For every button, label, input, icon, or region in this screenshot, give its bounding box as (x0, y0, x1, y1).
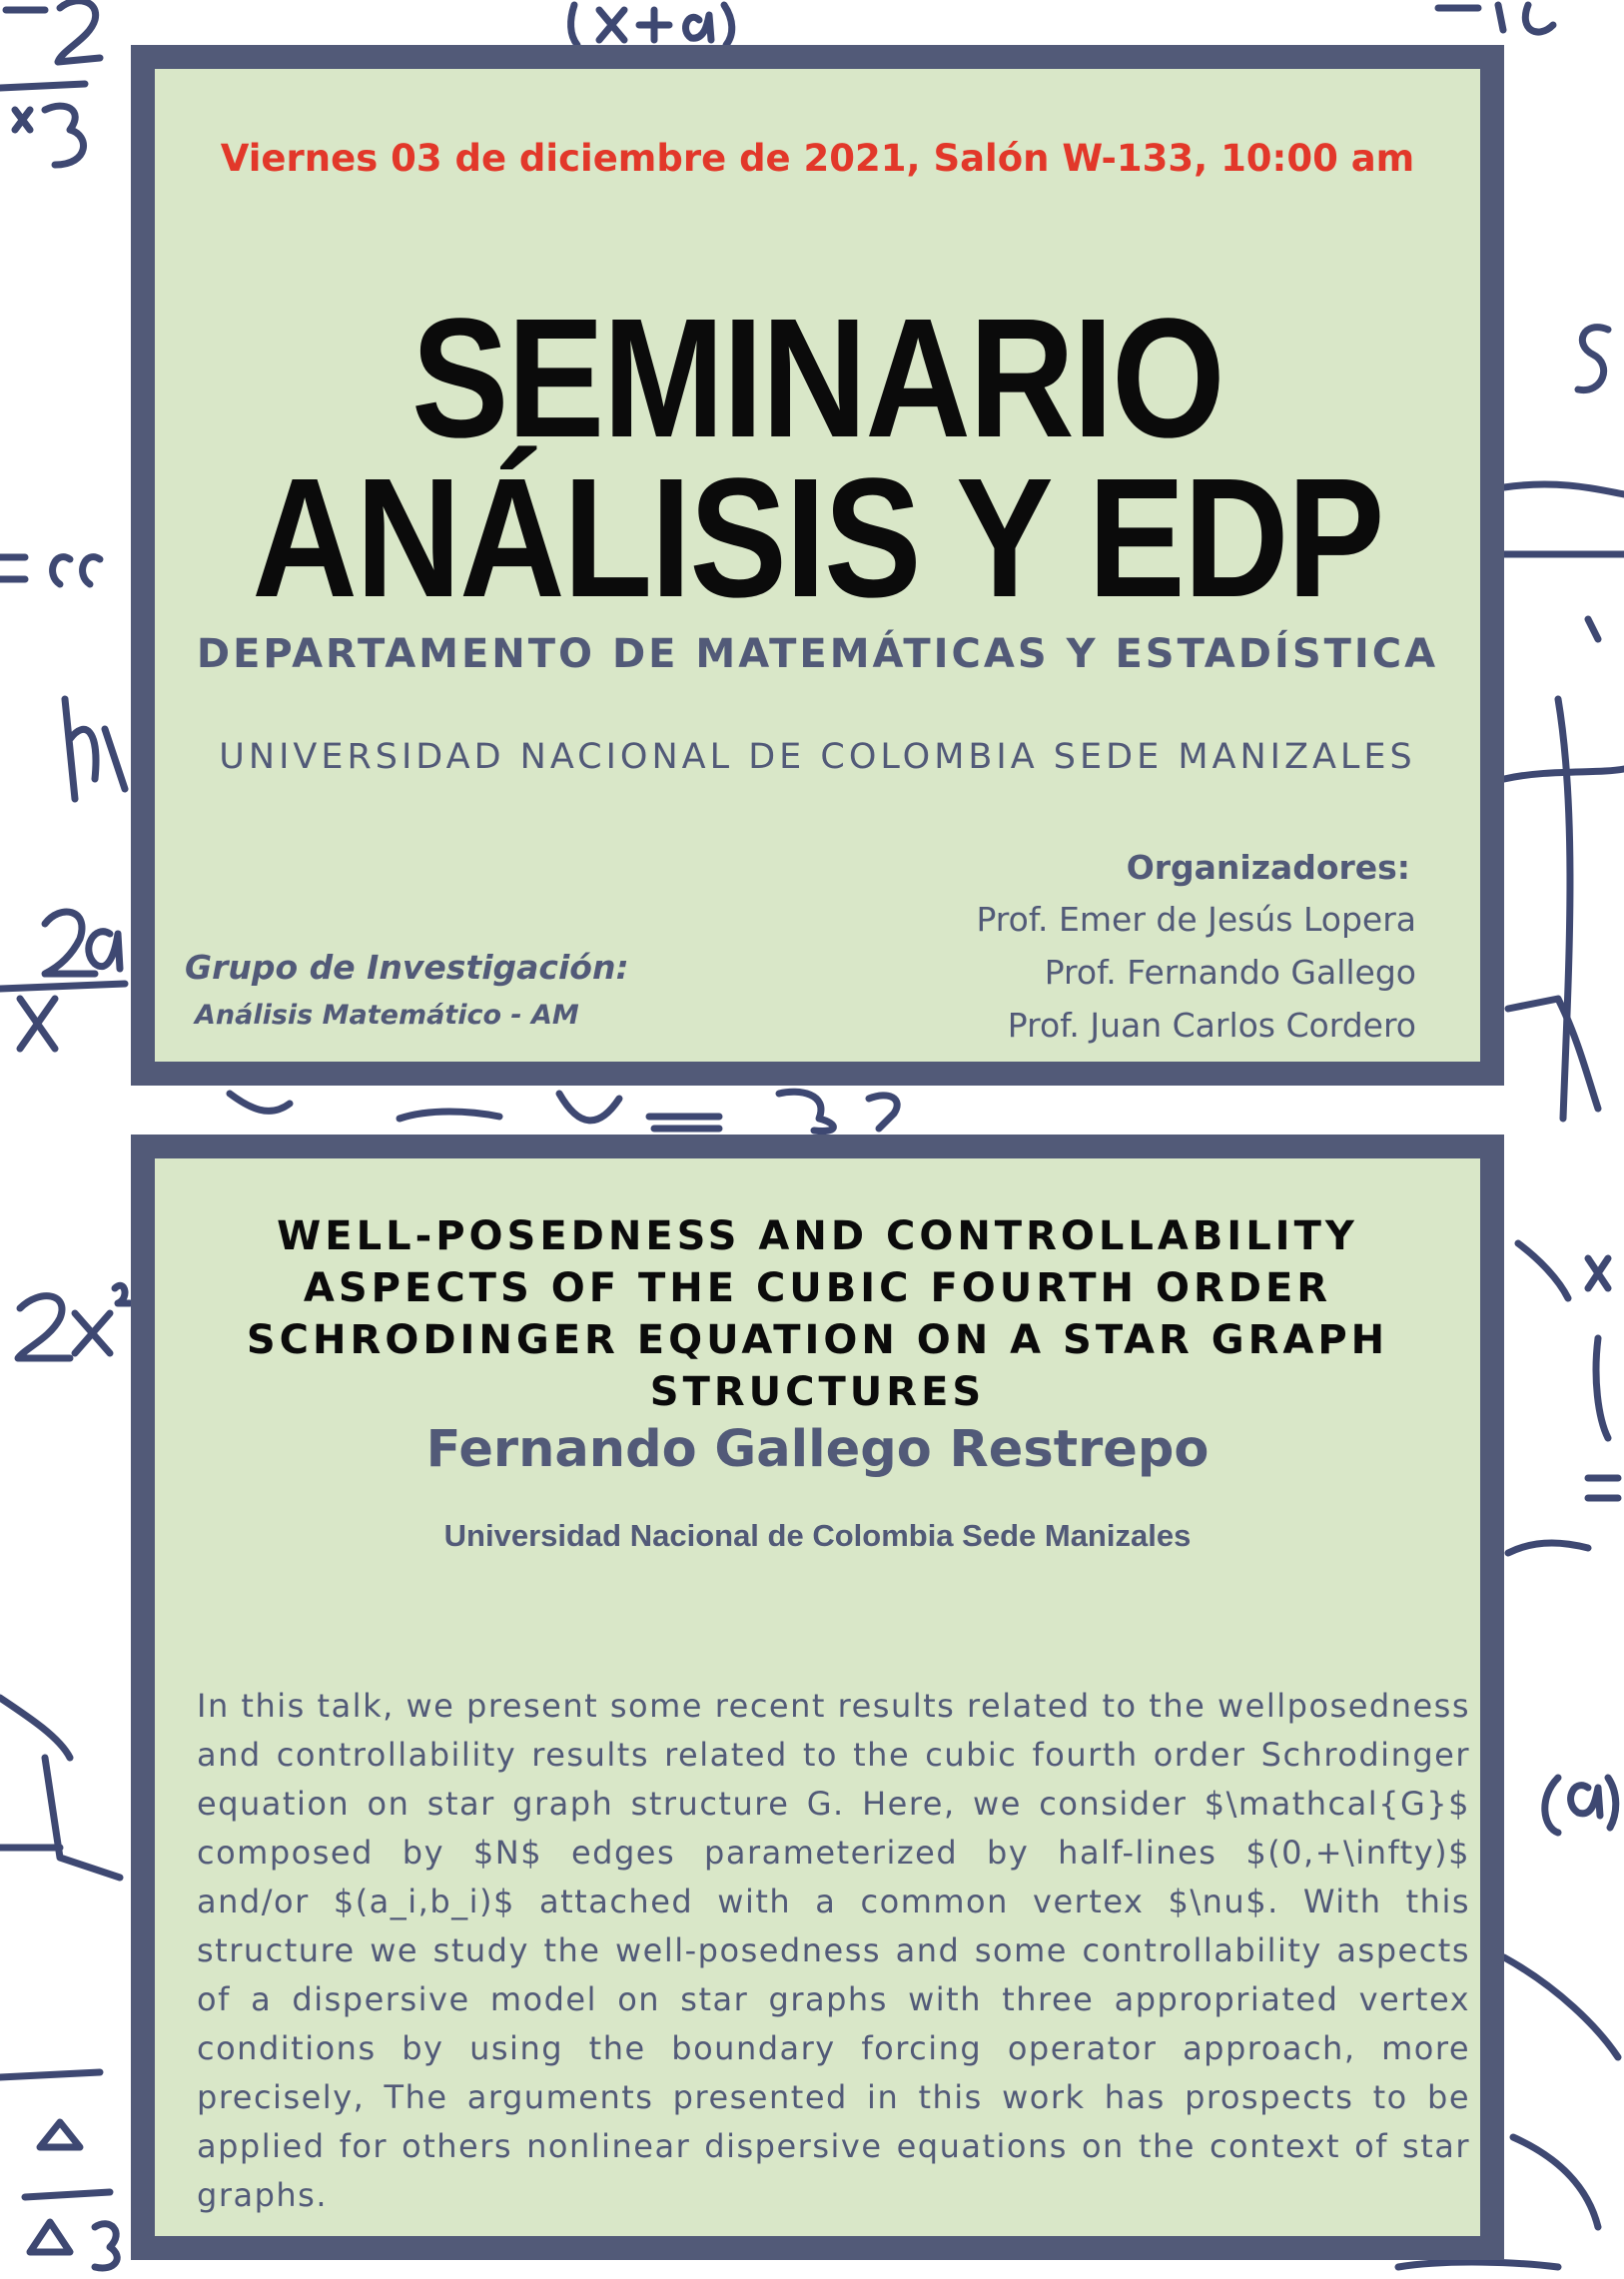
organizer-name: Prof. Emer de Jesús Lopera (976, 900, 1416, 939)
research-group-name: Análisis Matemático - AM (195, 1000, 579, 1031)
seminar-title-line-2: ANÁLISIS Y EDP (252, 443, 1383, 633)
speaker-affiliation: Universidad Nacional de Colombia Sede Manizales (443, 1518, 1192, 1553)
speaker-name: Fernando Gallego Restrepo (425, 1420, 1210, 1479)
talk-title: WELL-POSEDNESS AND CONTROLLABILITY ASPECTS OF THE CUBIC FOURTH ORDER SCHRODINGER EQUATION ON A STAR GRAPH STRUCTURES (246, 1213, 1389, 1415)
organizers-label: Organizadores: (1126, 848, 1410, 887)
university-name: UNIVERSIDAD NACIONAL DE COLOMBIA SEDE MANIZALES (219, 737, 1416, 777)
organizer-name: Prof. Juan Carlos Cordero (1007, 1006, 1416, 1045)
department-name: DEPARTAMENTO DE MATEMÁTICAS Y ESTADÍSTICA (196, 631, 1439, 677)
seminar-header-panel (131, 45, 1504, 1086)
seminar-title-line-1: SEMINARIO (410, 284, 1224, 473)
talk-abstract: In this talk, we present some recent results related to the wellposedness and controllability results related to the cubic fourth order Schrodinger equation on star graph structure G. Here, we consider $\mathcal{G}$ composed by $N$ edges parameterized by half-lines $(0,+\infty)$ and/or $(a_i,b_i)$ attached with a common vertex $\nu$. With this structure we study the well-posedness and some controllability aspects of a dispersive model on star graphs with three appropriated vertex conditions by using the boundary forcing operator approach, more precisely, The arguments presented in this work has prospects to be applied for others nonlinear dispersive equations on the context of star graphs. (197, 1687, 1470, 2214)
research-group-label: Grupo de Investigación: (185, 948, 629, 987)
talk-details-panel (131, 1135, 1504, 2260)
organizer-name: Prof. Fernando Gallego (1044, 953, 1416, 992)
event-datetime-location: Viernes 03 de diciembre de 2021, Salón W-133, 10:00 am (220, 137, 1415, 180)
